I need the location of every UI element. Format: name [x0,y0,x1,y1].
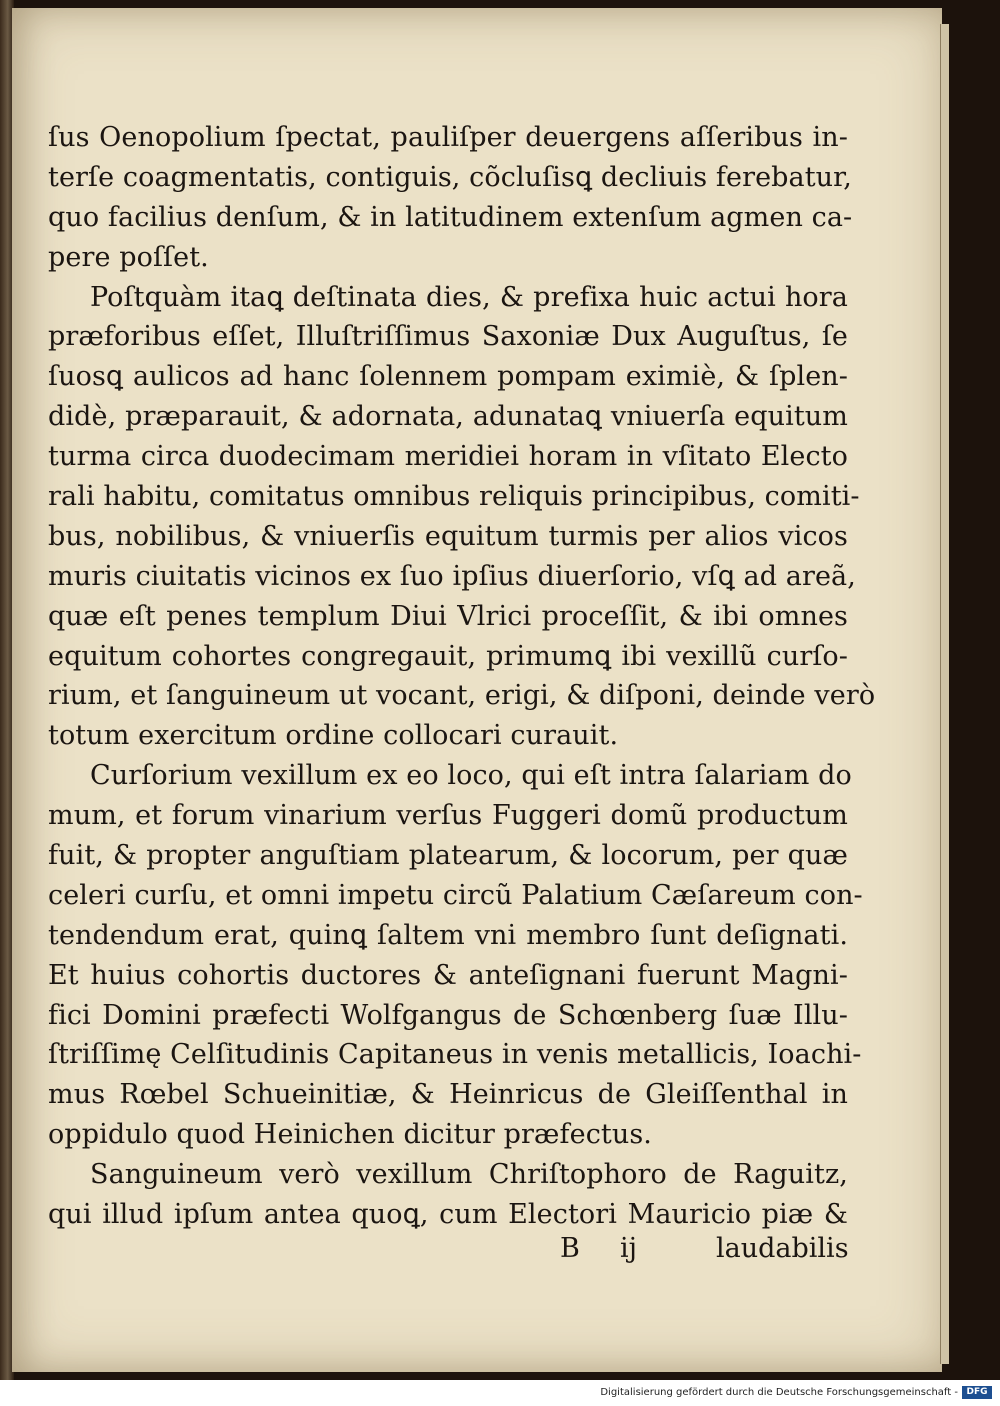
text-line: ſuosꝗ aulicos ad hanc ſolennem pompam eximiè, & ſplen- [48,361,848,393]
paper-page [12,8,942,1372]
footer-bar [0,1380,1000,1406]
catchword: laudabilis [716,1233,849,1264]
signature-number: ij [620,1233,638,1264]
text-line: oppidulo quod Heinichen dicitur præfectus. [48,1119,652,1151]
text-line: Et huius cohortis ductores & anteſignani fuerunt Magni- [48,959,848,991]
signature-line [48,1233,848,1273]
text-line: pere poſſet. [48,241,209,273]
text-line: bus, nobilibus, & vniuerſis equitum turmis per alios vicos [48,520,848,552]
text-line: muris ciuitatis vicinos ex ſuo ipſius diuerſorio, vſꝗ ad areã, [48,560,856,592]
text-line: ſus Oenopolium ſpectat, pauliſper deuergens aſſeribus in- [48,122,848,153]
text-line: mus Rœbel Schueinitiæ, & Heinricus de Gleiſſenthal in [48,1079,848,1111]
text-line: turma circa duodecimam meridiei horam in vſitato Electo [48,441,848,473]
text-line: tendendum erat, quinꝗ ſaltem vni membro ſunt deſignati. [48,919,848,951]
text-line: quæ eſt penes templum Diui Vlrici proceſſit, & ibi omnes [48,600,848,632]
text-line: præforibus eſſet, Illuſtriſſimus Saxoniæ Dux Auguſtus, ſe [48,321,848,353]
paragraph-start-line: Curſorium vexillum ex eo loco, qui eſt intra ſalariam do [90,760,852,792]
text-line: didè, præparauit, & adornata, adunataꝗ vniuerſa equitum [48,401,848,433]
text-line: totum exercitum ordine collocari curauit. [48,720,619,752]
text-line: equitum cohortes congregauit, primumꝗ ibi vexillũ curſo- [48,640,848,672]
text-line: fuit, & propter anguſtiam platearum, & locorum, per quæ [48,840,848,872]
paragraph-start-line: Sanguineum verò vexillum Chriſtophoro de Raguitz, [90,1159,848,1191]
text-line: rali habitu, comitatus omnibus reliquis principibus, comiti- [48,481,860,513]
text-line: terſe coagmentatis, contiguis, cõcluſisꝗ decliuis ferebatur, [48,161,852,193]
text-line: mum, et forum vinarium verſus Fuggeri domũ productum [48,800,848,832]
signature-mark: B [560,1233,580,1264]
funding-credit: Digitalisierung gefördert durch die Deutsche Forschungsgemeinschaft - [600,1387,958,1398]
dfg-logo: DFG [962,1386,992,1399]
page-edge [940,24,949,1364]
text-line: ſtriſſimę Celſitudinis Capitaneus in venis metallicis, Ioachi- [48,1039,862,1071]
text-line: fici Domini præfecti Wolfgangus de Schœnberg ſuæ Illu- [48,999,848,1031]
text-line: celeri curſu, et omni impetu circũ Palatium Cæſareum con- [48,879,863,911]
text-line: quo facilius denſum, & in latitudinem extenſum agmen ca- [48,201,853,233]
text-block [48,118,876,1235]
text-line: rium, et ſanguineum ut vocant, erigi, & diſponi, deinde verò [48,680,876,712]
text-line: qui illud ipſum antea quoꝗ, cum Electori Mauricio piæ & [48,1199,848,1231]
paragraph-start-line: Poſtquàm itaꝗ deſtinata dies, & prefixa huic actui hora [90,281,848,313]
